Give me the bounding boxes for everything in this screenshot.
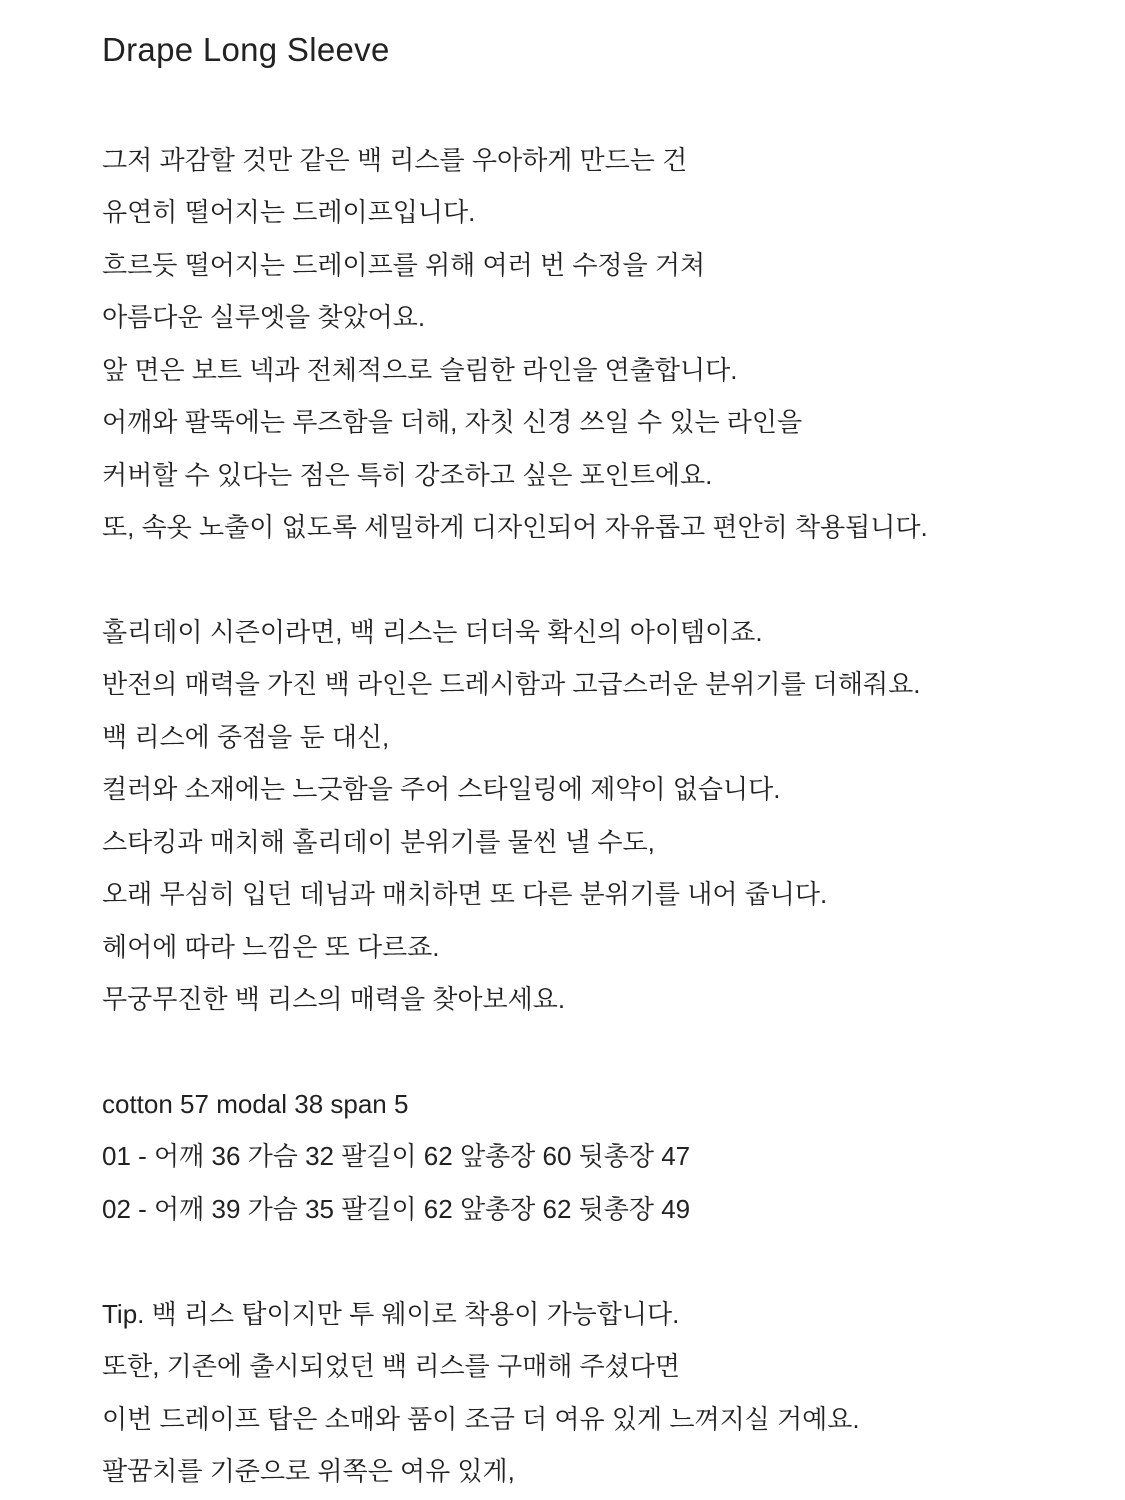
text-line: 어깨와 팔뚝에는 루즈함을 더해, 자칫 신경 쓰일 수 있는 라인을 (102, 407, 803, 438)
text-line: 또한, 기존에 출시되었던 백 리스를 구매해 주셨다면 (102, 1351, 681, 1382)
text-line: 컬러와 소재에는 느긋함을 주어 스타일링에 제약이 없습니다. (102, 774, 781, 805)
text-line: Tip. 백 리스 탑이지만 투 웨이로 착용이 가능합니다. (102, 1298, 680, 1329)
size-01-measurements: 01 - 어깨 36 가슴 32 팔길이 62 앞총장 60 뒷총장 47 (102, 1141, 691, 1172)
text-line: 무궁무진한 백 리스의 매력을 찾아보세요. (102, 984, 566, 1014)
text-line: 팔꿈치를 기준으로 위쪽은 여유 있게, (102, 1455, 515, 1486)
description-body (102, 134, 1092, 1497)
text-line: 백 리스에 중점을 둔 대신, (102, 721, 390, 752)
spacer (102, 1235, 1092, 1287)
spacer (102, 554, 1092, 606)
text-line: 앞 면은 보트 넥과 전체적으로 슬림한 라인을 연출합니다. (102, 354, 738, 385)
text-line: 스타킹과 매치해 홀리데이 분위기를 물씬 낼 수도, (102, 826, 655, 857)
text-line: 또, 속옷 노출이 없도록 세밀하게 디자인되어 자유롭고 편안히 착용됩니다. (102, 512, 928, 543)
page-title: Drape Long Sleeve (102, 31, 390, 68)
text-line: 이번 드레이프 탑은 소매와 품이 조금 더 여유 있게 느껴지실 거예요. (102, 1403, 860, 1434)
paragraph-description (102, 134, 1092, 554)
text-line: 반전의 매력을 가진 백 라인은 드레시함과 고급스러운 분위기를 더해줘요. (102, 669, 921, 700)
text-line: 아름다운 실루엣을 찾았어요. (102, 302, 426, 333)
text-line: 흐르듯 떨어지는 드레이프를 위해 여러 번 수정을 거쳐 (102, 249, 706, 280)
spacer (102, 1025, 1092, 1077)
paragraph-tip (102, 1288, 1092, 1498)
text-line: 홀리데이 시즌이라면, 백 리스는 더더욱 확신의 아이템이죠. (102, 616, 763, 647)
text-line: 유연히 떨어지는 드레이프입니다. (102, 197, 476, 228)
paragraph-specs (102, 1078, 1092, 1235)
material-composition: cotton 57 modal 38 span 5 (102, 1088, 409, 1119)
paragraph-holiday (102, 606, 1092, 1026)
size-02-measurements: 02 - 어깨 39 가슴 35 팔길이 62 앞총장 62 뒷총장 49 (102, 1193, 691, 1224)
text-line: 그저 과감할 것만 같은 백 리스를 우아하게 만드는 건 (102, 145, 688, 175)
text-line: 커버할 수 있다는 점은 특히 강조하고 싶은 포인트에요. (102, 459, 713, 490)
text-line: 오래 무심히 입던 데님과 매치하면 또 다른 분위기를 내어 줍니다. (102, 879, 828, 910)
text-line: 헤어에 따라 느낌은 또 다르죠. (102, 931, 440, 962)
